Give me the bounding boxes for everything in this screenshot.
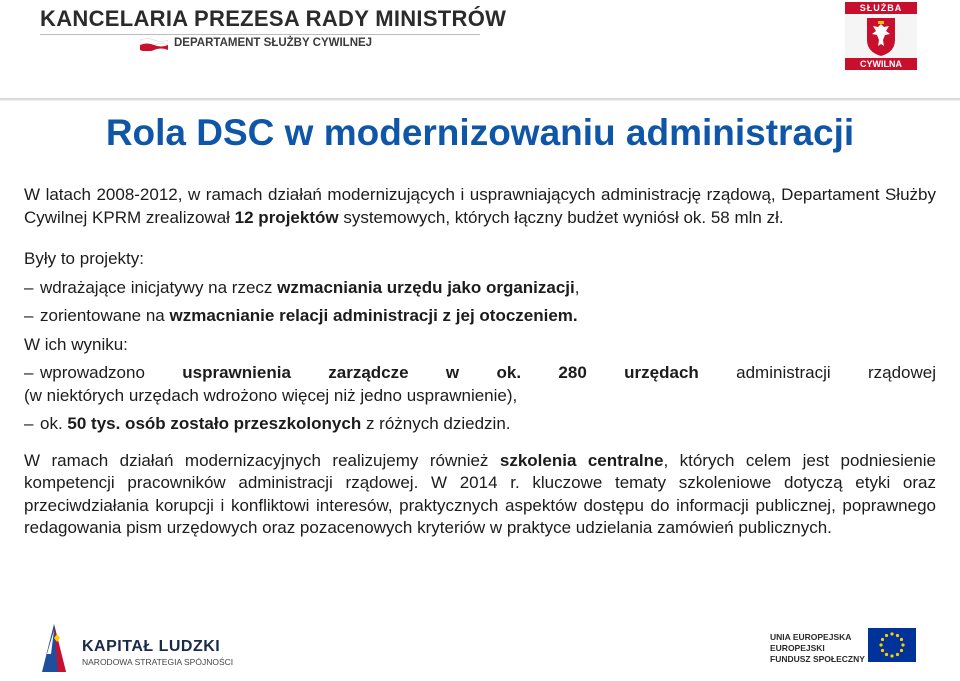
intro-bold-1: 12 projektów <box>234 207 339 227</box>
dash-bullet: – <box>24 306 34 325</box>
header-rule <box>40 34 480 35</box>
kapital-ludzki-emblem-icon <box>38 620 70 676</box>
intro-paragraph <box>24 184 936 229</box>
results-heading: W ich wyniku: <box>24 334 128 354</box>
flag-ribbon-icon <box>140 37 168 51</box>
emblem-shield <box>845 14 917 58</box>
closing-paragraph <box>24 450 936 540</box>
results-item-2 <box>24 413 936 436</box>
projects-item-1-bold: wzmacniania urzędu jako organizacji <box>277 277 575 297</box>
closing-text-1: W ramach działań modernizacyjnych realizujemy również <box>24 450 500 470</box>
projects-item-1 <box>24 277 936 300</box>
page-header <box>0 0 960 100</box>
eu-text <box>770 632 865 665</box>
dash-bullet: – <box>24 414 34 433</box>
header-divider <box>0 98 960 101</box>
projects-item-1-post: , <box>574 277 580 297</box>
closing-text-2: , których celem jest podniesienie kompetencji pracowników administracji rządowej. W 2014 r. kluczowe tematy szkoleniowe dotyczą etyki oraz przeciwdziałania korupcji i konfliktowi interesów, praktycznych aspektów dostępu do informacji publicznej, poprawnego redagowania pism urzędowych oraz pozacenowych kryteriów w praktyce udzielania zamówień publicznych. <box>24 450 936 537</box>
results-item-2-post: z różnych dziedzin. <box>361 414 511 433</box>
kapital-ludzki-text <box>82 638 233 667</box>
results-item-1-post: administracji rządowej <box>698 363 937 382</box>
emblem-top-label: SŁUŻBA <box>845 2 917 14</box>
intro-text-1: W latach 2008-2012, w ramach działań modernizujących i usprawniających administrację rządową, Departament Służby Cywilnej KPRM zrealizował <box>24 185 936 227</box>
civil-service-emblem <box>845 2 917 70</box>
projects-item-1-pre: wdrażające inicjatywy na rzecz <box>40 277 278 297</box>
eu-line-2: EUROPEJSKI <box>770 643 825 653</box>
kapital-ludzki-subtitle: NARODOWA STRATEGIA SPÓJNOŚCI <box>82 657 234 667</box>
slide-body <box>24 184 936 540</box>
eu-line-3: FUNDUSZ SPOŁECZNY <box>770 654 865 664</box>
results-item-1-pre: wprowadzono <box>40 363 183 382</box>
eu-flag-icon <box>868 628 916 662</box>
closing-bold-1: szkolenia centralne <box>499 450 664 470</box>
department-name: DEPARTAMENT SŁUŻBY CYWILNEJ <box>174 37 373 49</box>
dash-bullet: – <box>24 277 34 297</box>
projects-heading: Były to projekty: <box>24 249 144 268</box>
results-item-1-note: (w niektórych urzędach wdrożono więcej niż jedno usprawnienie), <box>24 385 518 405</box>
emblem-bottom-label: CYWILNA <box>845 58 917 70</box>
dash-bullet: – <box>24 363 34 382</box>
intro-text-2: systemowych, których łączny budżet wyniósł ok. 58 mln zł. <box>338 207 784 227</box>
eu-line-1: UNIA EUROPEJSKA <box>770 632 852 642</box>
white-eagle-icon <box>845 14 917 58</box>
projects-item-2-pre: zorientowane na <box>40 306 170 325</box>
kapital-ludzki-title: KAPITAŁ LUDZKI <box>82 638 221 655</box>
org-title: KANCELARIA PREZESA RADY MINISTRÓW <box>40 6 507 31</box>
projects-item-2 <box>24 305 936 328</box>
page-title: Rola DSC w modernizowaniu administracji <box>105 112 855 153</box>
results-item-2-bold: 50 tys. osób zostało przeszkolonych <box>67 414 362 433</box>
results-item-1-bold: usprawnienia zarządcze w ok. 280 urzędach <box>182 363 699 382</box>
results-item-2-pre: ok. <box>40 414 68 433</box>
results-item-1 <box>24 362 936 385</box>
projects-item-2-bold: wzmacnianie relacji administracji z jej otoczeniem. <box>169 306 578 325</box>
